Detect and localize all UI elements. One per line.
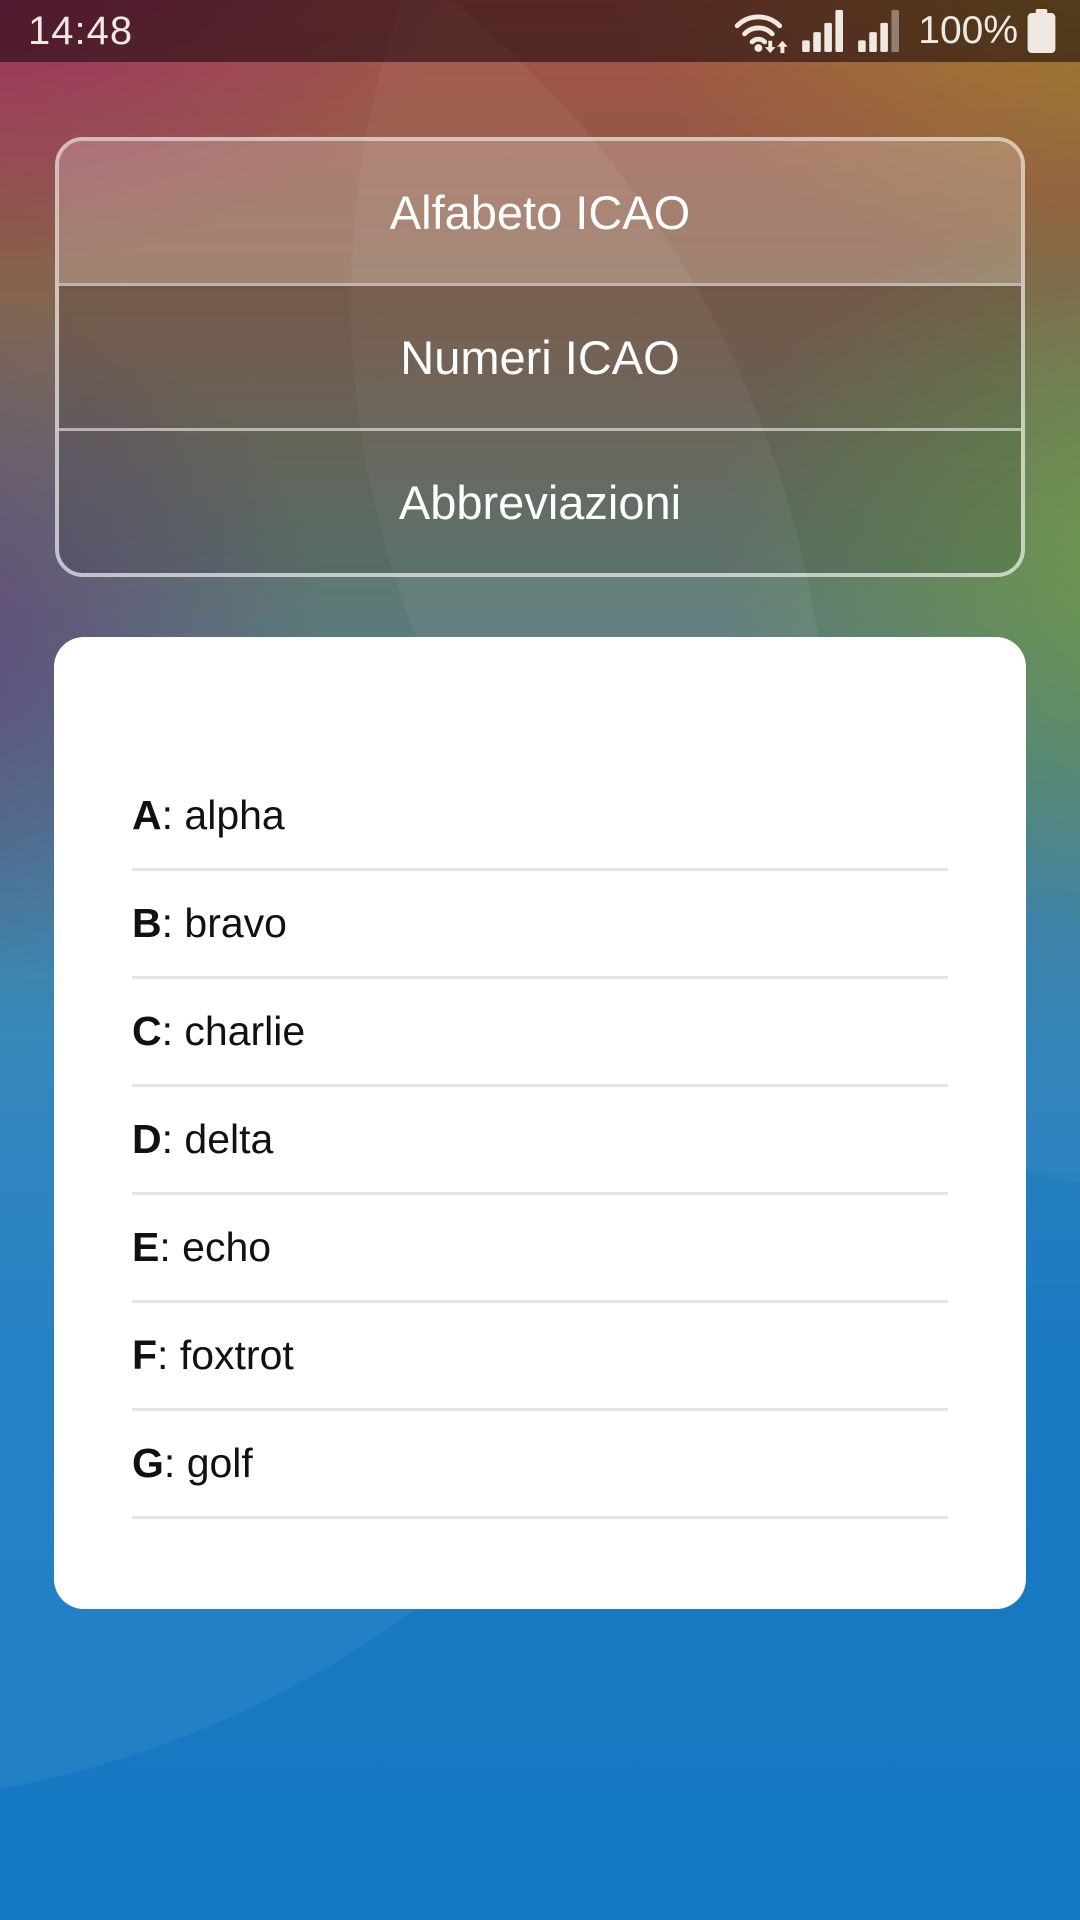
item-letter: A [132, 792, 162, 838]
alfabeto-icao-button-label: Alfabeto ICAO [389, 185, 691, 239]
item-separator: : [163, 1440, 187, 1486]
item-letter: G [132, 1440, 164, 1486]
alfabeto-icao-button[interactable] [59, 141, 1021, 283]
numeri-icao-button-label: Numeri ICAO [400, 330, 680, 384]
list-item-b [132, 871, 948, 979]
item-separator: : [157, 1332, 180, 1378]
abbreviazioni-button[interactable] [59, 428, 1021, 573]
battery-percentage: 100% [918, 9, 1018, 52]
item-word: echo [182, 1224, 272, 1270]
item-separator: : [161, 1008, 185, 1054]
item-separator: : [161, 792, 185, 838]
item-word: golf [186, 1440, 253, 1486]
menu-button-group [55, 137, 1025, 577]
item-word: bravo [184, 900, 287, 946]
signal-icon [802, 10, 849, 52]
item-letter: F [132, 1332, 158, 1378]
status-icons [733, 8, 1056, 54]
item-separator: : [161, 900, 185, 946]
wifi-icon [733, 8, 793, 54]
item-letter: E [132, 1224, 160, 1270]
signal-secondary-icon [858, 10, 905, 52]
clock: 14:48 [28, 8, 134, 53]
numeri-icao-button[interactable] [59, 283, 1021, 428]
item-separator: : [159, 1224, 183, 1270]
alphabet-card [54, 637, 1026, 1609]
item-letter: B [132, 900, 162, 946]
item-letter: C [132, 1008, 162, 1054]
item-letter: D [132, 1116, 162, 1162]
list-item-d [132, 1087, 948, 1195]
list-item-f [132, 1303, 948, 1411]
item-word: alpha [184, 792, 285, 838]
battery-icon [1027, 9, 1056, 53]
item-word: delta [184, 1116, 274, 1162]
item-word: foxtrot [179, 1332, 294, 1378]
status-bar [0, 0, 1080, 62]
list-item-c [132, 979, 948, 1087]
list-item-e [132, 1195, 948, 1303]
list-item-a [132, 763, 948, 871]
item-separator: : [161, 1116, 185, 1162]
abbreviazioni-button-label: Abbreviazioni [398, 475, 682, 529]
item-word: charlie [184, 1008, 306, 1054]
list-item-g [132, 1411, 948, 1519]
